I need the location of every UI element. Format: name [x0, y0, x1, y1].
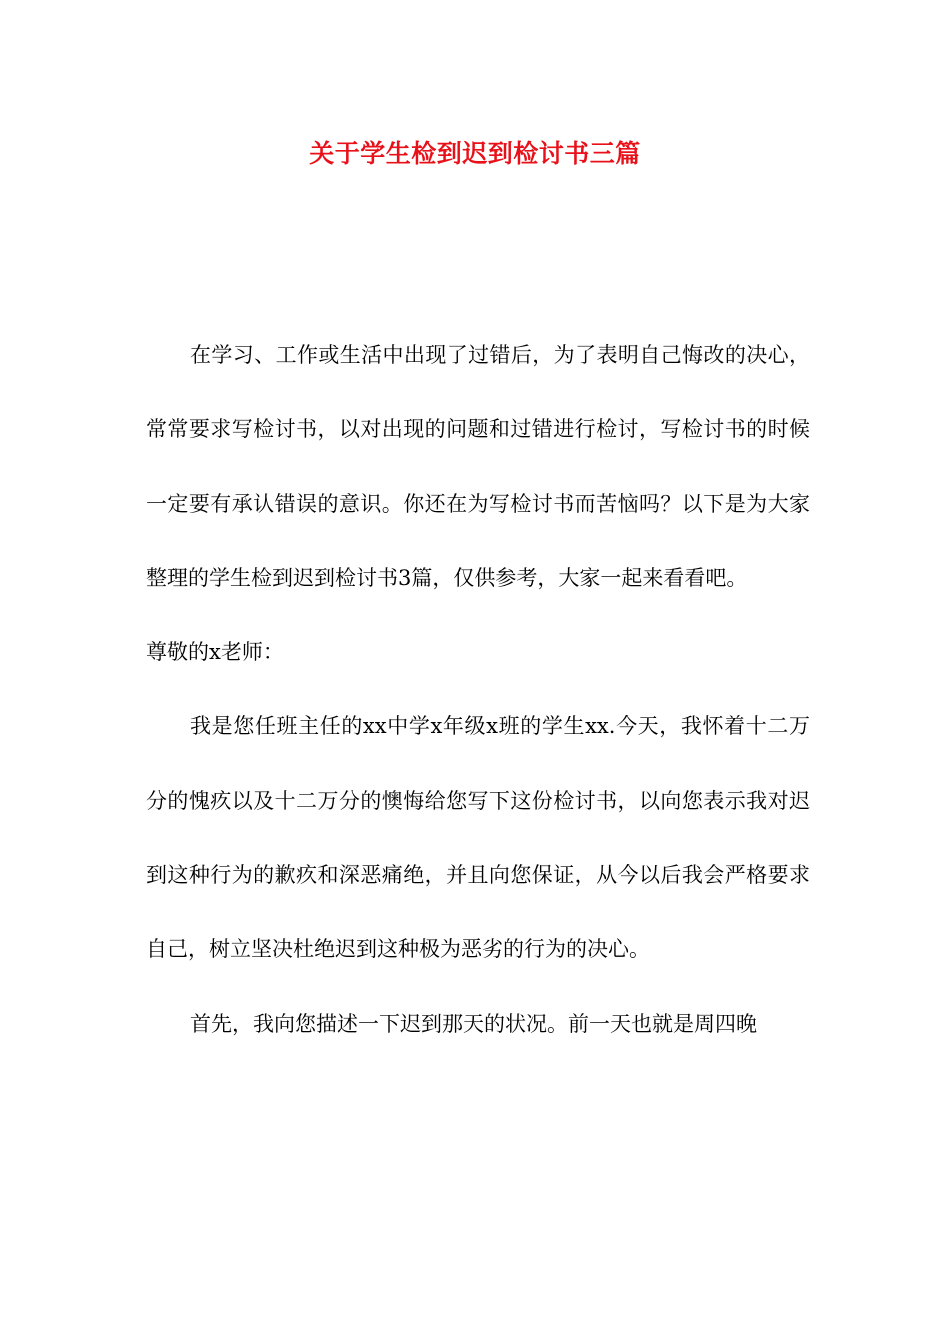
document-title: 关于学生检到迟到检讨书三篇 — [309, 139, 641, 168]
apology-paragraph: 我是您任班主任的xx中学x年级x班的学生xx.今天，我怀着十二万分的愧疚以及十二万分的懊悔给您写下这份检讨书，以向您表示我对迟到这种行为的歉疚和深恶痛绝，并且向您保证，从今以后我会严格要求自己，树立坚决杜绝迟到这种极为恶劣的行为的决心。 — [146, 714, 810, 962]
document-body — [146, 318, 810, 1061]
description-paragraph: 首先，我向您描述一下迟到那天的状况。前一天也就是周四晚 — [190, 1011, 757, 1036]
intro-paragraph: 在学习、工作或生活中出现了过错后，为了表明自己悔改的决心，常常要求写检讨书，以对出现的问题和过错进行检讨，写检讨书的时候一定要有承认错误的意识。你还在为写检讨书而苦恼吗？以下是为大家整理的学生检到迟到检讨书3篇，仅供参考，大家一起来看看吧。 — [146, 343, 810, 590]
salutation: 尊敬的x老师： — [146, 640, 284, 665]
